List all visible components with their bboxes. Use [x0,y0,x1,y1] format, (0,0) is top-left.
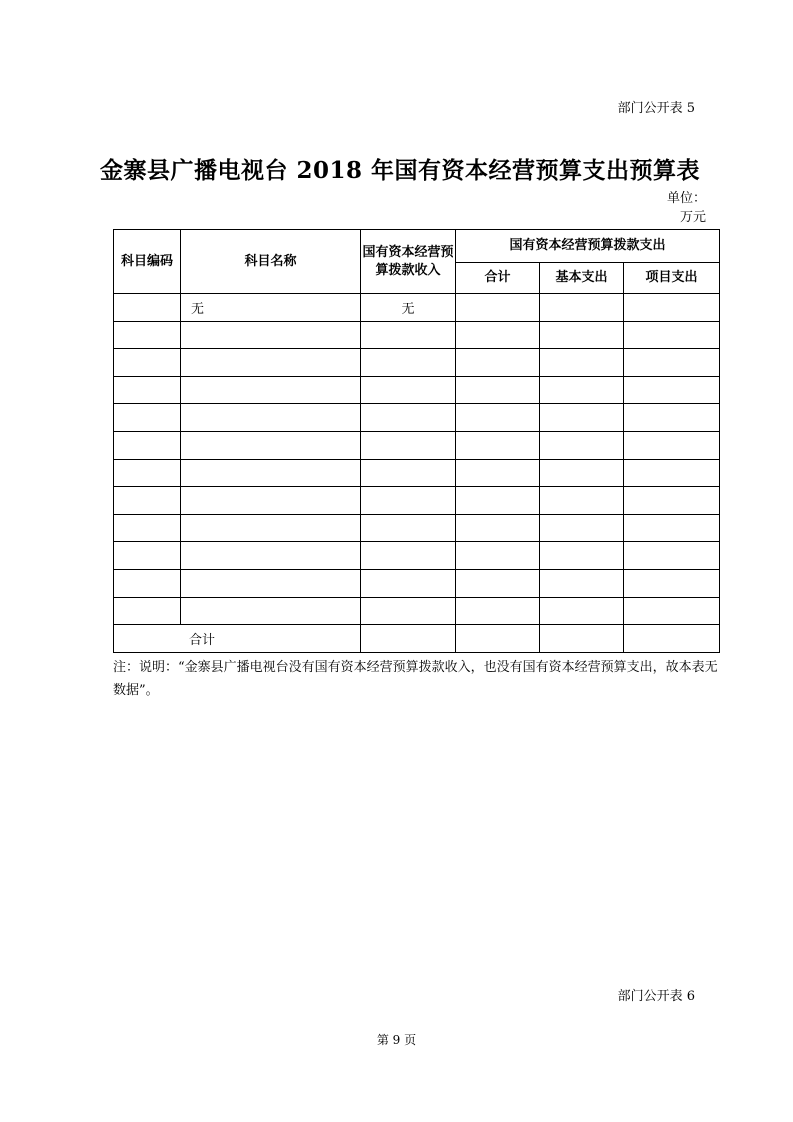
total-total [456,625,540,653]
table-row [114,487,720,515]
table-row [114,542,720,570]
cell-code [114,431,181,459]
unit-block [560,189,706,227]
cell-name [181,376,361,404]
table-row [114,431,720,459]
cell-income [361,542,456,570]
header-code: 科目编码 [114,230,181,294]
page-title: 金寨县广播电视台 2018 年国有资本经营预算支出预算表 [100,157,701,184]
cell-code [114,542,181,570]
cell-code [114,404,181,432]
cell-code [114,294,181,322]
cell-project [624,321,720,349]
cell-income [361,597,456,625]
unit-label: 单位： [666,191,706,206]
cell-basic [540,321,624,349]
cell-project [624,597,720,625]
cell-name [181,431,361,459]
cell-basic [540,404,624,432]
cell-total [456,349,540,377]
cell-code [114,349,181,377]
cell-project [624,349,720,377]
table-row [114,349,720,377]
table-row [114,294,720,322]
cell-total [456,514,540,542]
total-project [624,625,720,653]
cell-total [456,569,540,597]
cell-income [361,569,456,597]
cell-basic [540,431,624,459]
cell-code [114,459,181,487]
cell-basic [540,349,624,377]
cell-project [624,459,720,487]
cell-basic [540,597,624,625]
cell-total [456,597,540,625]
cell-project [624,404,720,432]
cell-project [624,487,720,515]
header-total: 合计 [456,263,540,294]
cell-total [456,321,540,349]
cell-basic [540,294,624,322]
cell-income [361,349,456,377]
cell-name [181,542,361,570]
header-basic: 基本支出 [540,263,624,294]
cell-name [181,597,361,625]
table-note: 注：说明：“金寨县广播电视台没有国有资本经营预算拨款收入，也没有国有资本经营预算支出，故本表无数据”。 [113,660,718,698]
header-income: 国有资本经营预算拨款收入 [361,230,456,294]
cell-project [624,569,720,597]
cell-project [624,542,720,570]
table-row [114,404,720,432]
cell-total [456,459,540,487]
cell-name [181,514,361,542]
cell-name [181,349,361,377]
cell-name: 无 [181,294,361,322]
budget-table [113,229,720,653]
cell-total [456,404,540,432]
cell-code [114,487,181,515]
cell-name [181,321,361,349]
cell-total [456,487,540,515]
cell-total [456,376,540,404]
table-row [114,569,720,597]
next-table-code: 部门公开表 6 [617,989,695,1004]
cell-name [181,404,361,432]
header-expenditure-group: 国有资本经营预算拨款支出 [456,230,720,263]
table-code: 部门公开表 5 [617,101,695,116]
header-project: 项目支出 [624,263,720,294]
total-row [114,625,720,653]
table-row [114,321,720,349]
cell-income: 无 [361,294,456,322]
total-label: 合计 [114,625,361,653]
cell-code [114,514,181,542]
cell-income [361,459,456,487]
cell-project [624,431,720,459]
cell-basic [540,542,624,570]
total-basic [540,625,624,653]
cell-total [456,294,540,322]
cell-basic [540,487,624,515]
cell-project [624,514,720,542]
cell-income [361,431,456,459]
cell-basic [540,514,624,542]
cell-income [361,487,456,515]
header-name: 科目名称 [181,230,361,294]
cell-project [624,294,720,322]
unit-value: 万元 [679,210,706,225]
table-row [114,459,720,487]
cell-code [114,597,181,625]
page-number: 第 9 页 [376,1033,417,1047]
table-row [114,514,720,542]
table-row [114,597,720,625]
cell-project [624,376,720,404]
cell-code [114,321,181,349]
cell-code [114,569,181,597]
cell-income [361,404,456,432]
cell-code [114,376,181,404]
cell-income [361,376,456,404]
cell-name [181,459,361,487]
cell-basic [540,459,624,487]
cell-name [181,487,361,515]
cell-name [181,569,361,597]
total-income [361,625,456,653]
table-row [114,376,720,404]
cell-income [361,514,456,542]
cell-total [456,542,540,570]
cell-income [361,321,456,349]
cell-basic [540,376,624,404]
cell-total [456,431,540,459]
cell-basic [540,569,624,597]
